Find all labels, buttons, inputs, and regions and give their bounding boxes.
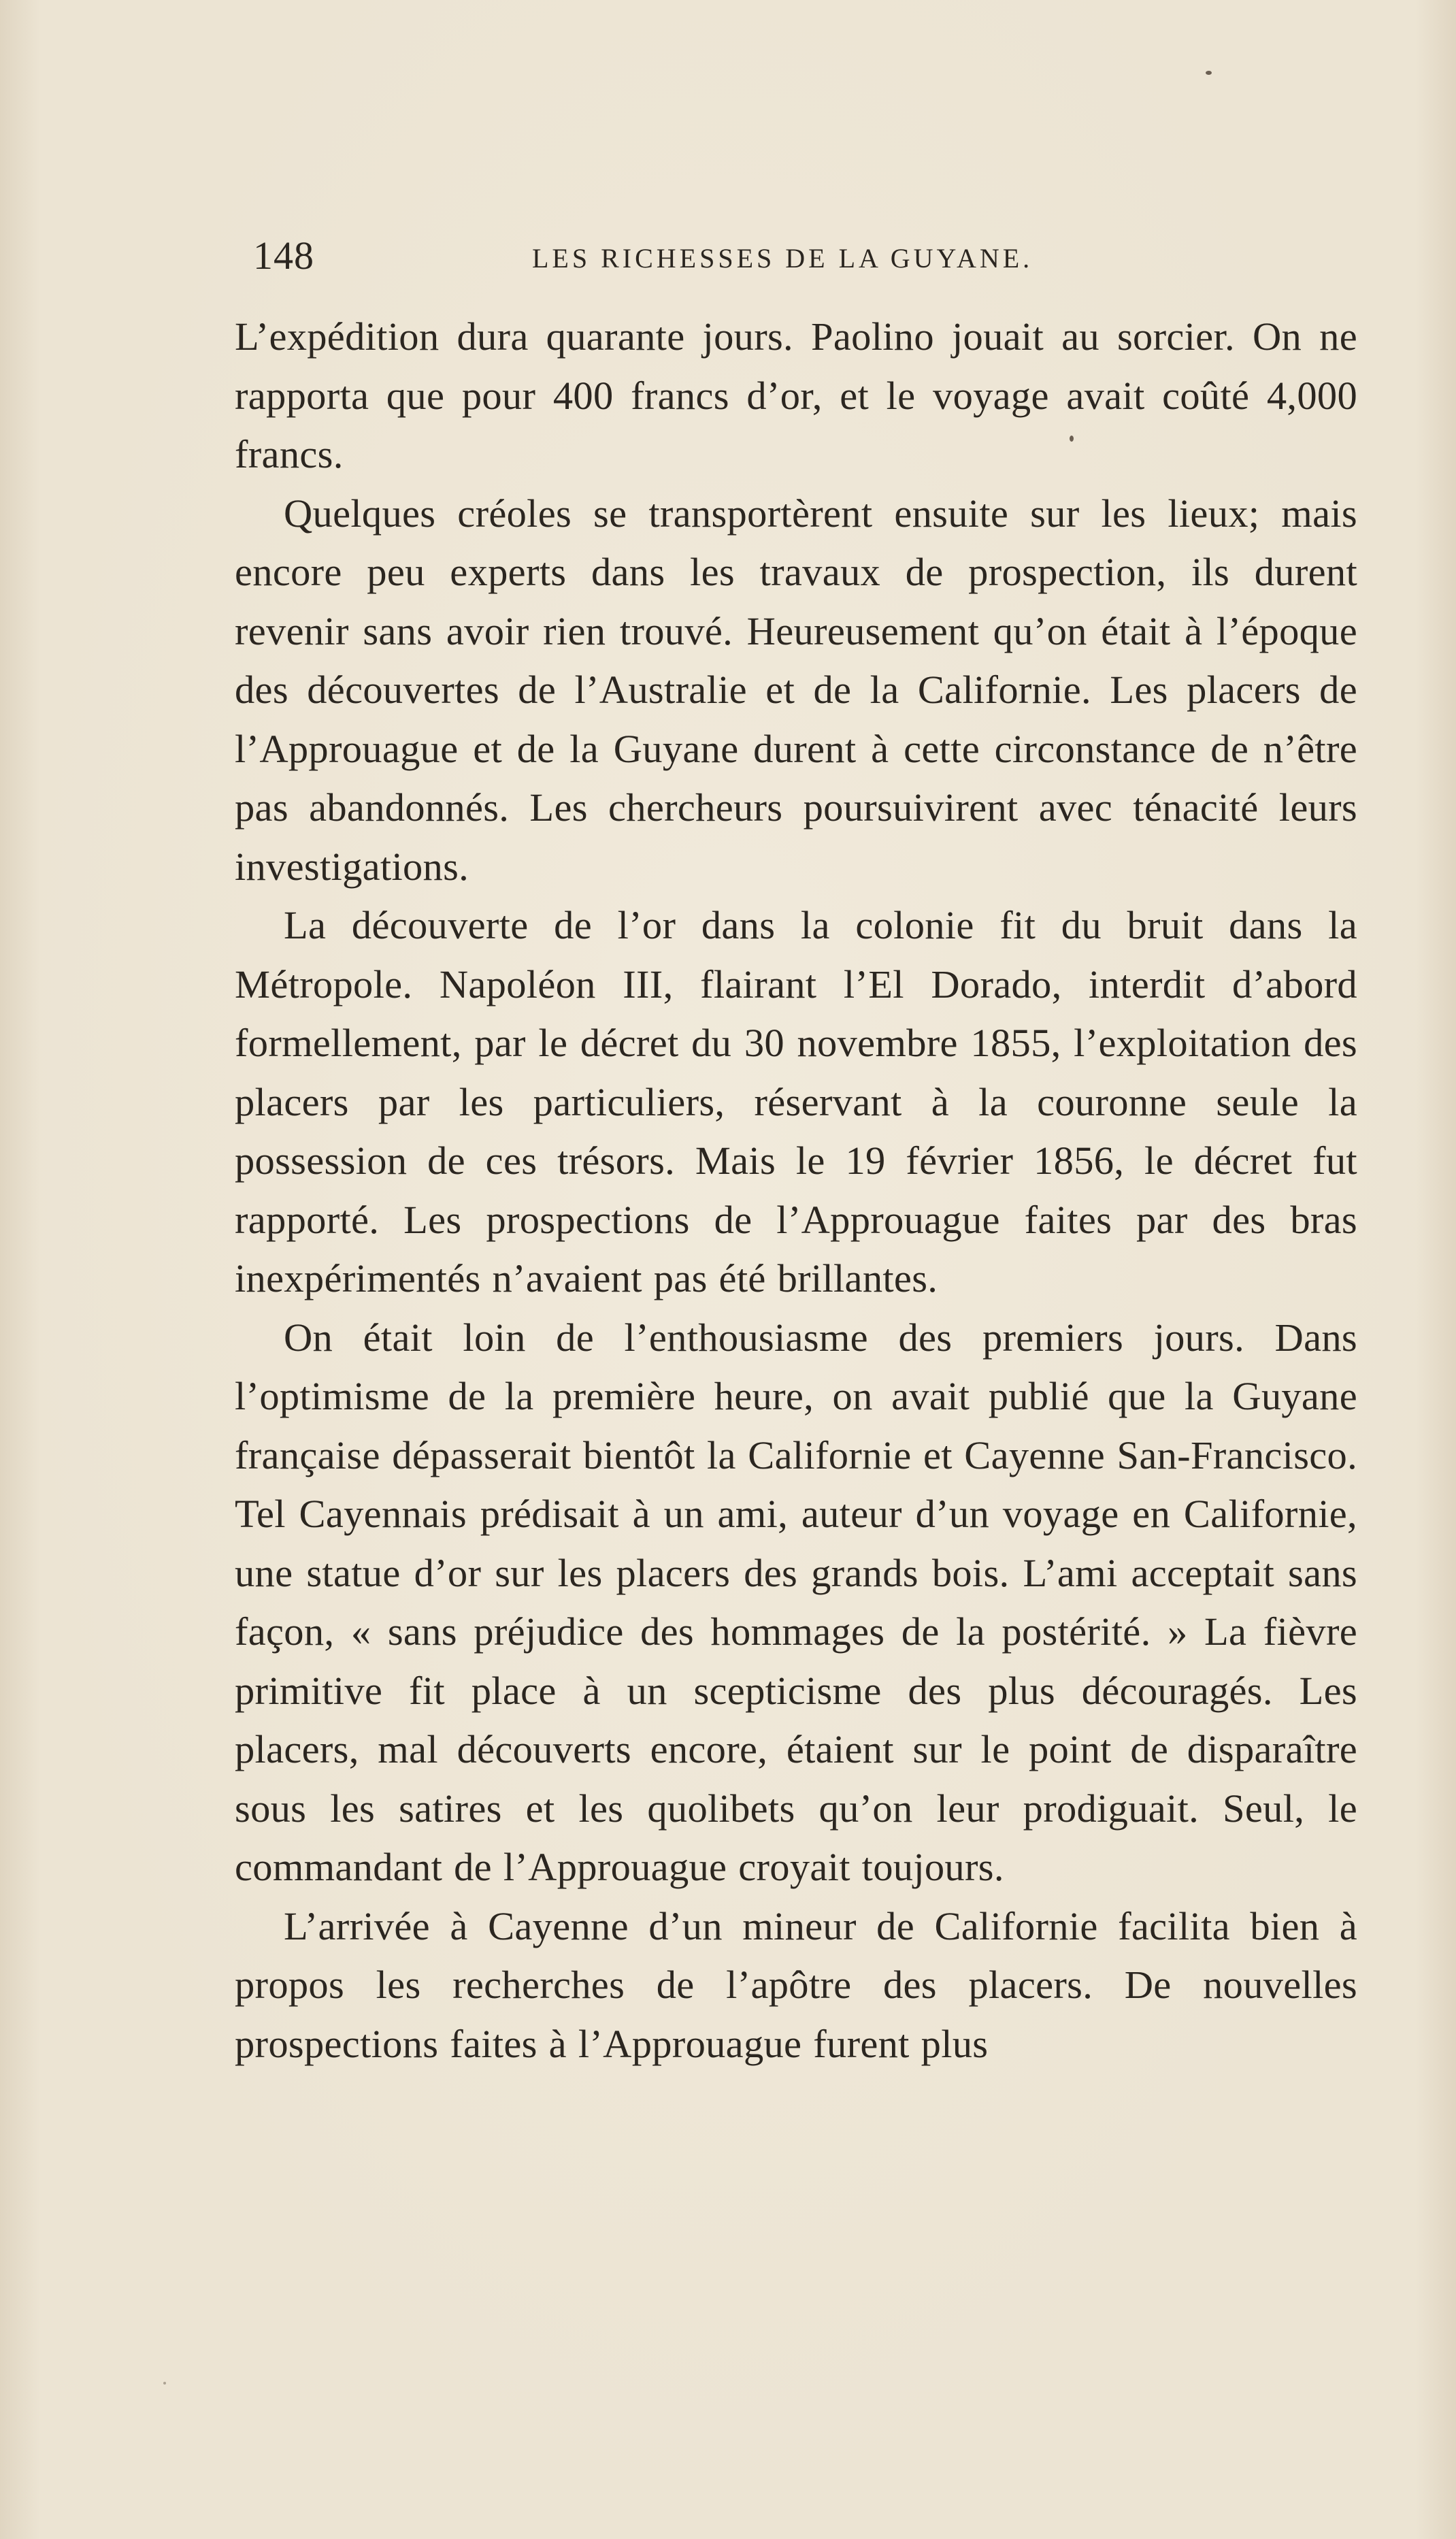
body-text [235, 308, 1357, 2074]
paper-speck [1070, 436, 1074, 442]
paper-speck [163, 2382, 166, 2385]
page-number: 148 [253, 233, 314, 278]
paper-speck [1206, 71, 1212, 75]
paragraph-5: L’arrivée à Cayenne d’un mineur de Californie facilita bien à propos les recherches de l’apôtre des placers. De nouvelles prospections faites à l’Approuague furent plus [235, 1903, 1357, 2066]
paragraph-3: La découverte de l’or dans la colonie fit du bruit dans la Métropole. Napoléon III, flairant l’El Dorado, interdit d’abord formellement, par le décret du 30 novembre 1855, l’exploitation des placers par les particuliers, réservant à la couronne seule la possession de ces trésors. Mais le 19 février 1856, le décret fut rapporté. Les prospections de l’Approuague faites par des bras inexpérimentés n’avaient pas été brillantes. [235, 903, 1357, 1300]
paragraph-1: L’expédition dura quarante jours. Paolino jouait au sorcier. On ne rapporta que pour 400 francs d’or, et le voyage avait coûté 4,000 francs. [235, 314, 1357, 476]
page-header [253, 229, 1355, 283]
paragraph-2: Quelques créoles se transportèrent ensuite sur les lieux; mais encore peu experts dans les travaux de prospection, ils durent revenir sans avoir rien trouvé. Heureusement qu’on était à l’époque des découvertes de l’Australie et de la Californie. Les placers de l’Approuague et de la Guyane durent à cette circonstance de n’être pas abandonnés. Les chercheurs poursuivirent avec ténacité leurs investigations. [235, 491, 1357, 889]
paragraph-4: On était loin de l’enthousiasme des premiers jours. Dans l’optimisme de la première heure, on avait publié que la Guyane française dépasserait bientôt la Californie et Cayenne San-Francisco. Tel Cayennais prédisait à un ami, auteur d’un voyage en Californie, une statue d’or sur les placers des grands bois. L’ami acceptait sans façon, « sans préjudice des hommages de la postérité. » La fièvre primitive fit place à un scepticisme des plus découragés. Les placers, mal découverts encore, étaient sur le point de disparaître sous les satires et les quolibets qu’on leur prodiguait. Seul, le commandant de l’Approuague croyait toujours. [235, 1315, 1357, 1889]
running-title: LES RICHESSES DE LA GUYANE. [532, 243, 1033, 274]
